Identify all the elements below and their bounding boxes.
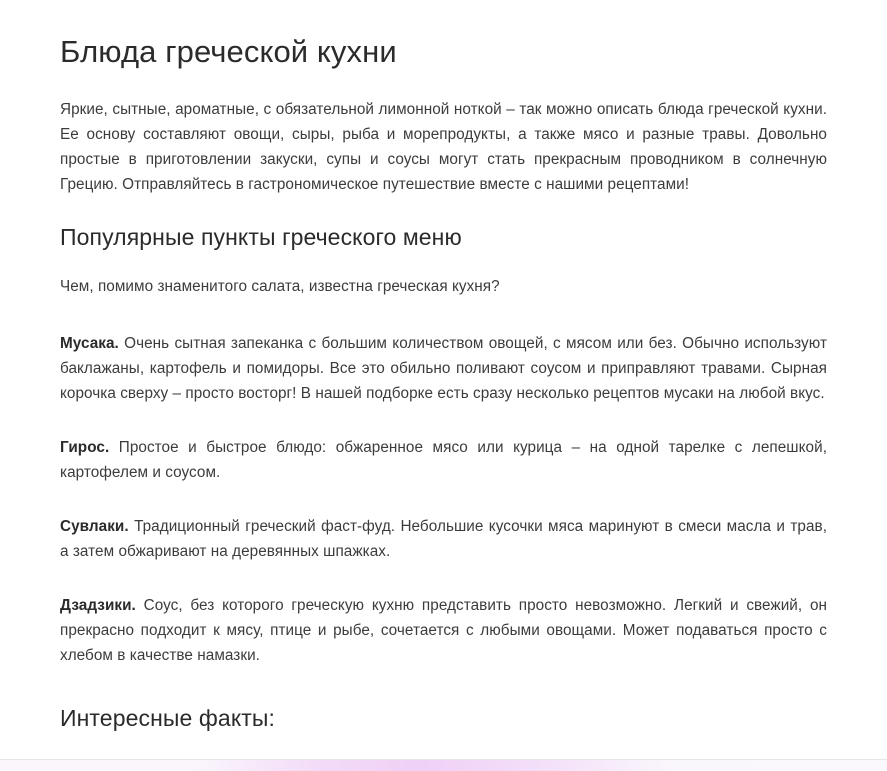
popular-section-heading-wrap — [60, 223, 827, 253]
section-heading-interesting-facts: Интересные факты: — [60, 704, 275, 731]
bottom-accent-glow — [0, 760, 887, 771]
dish-name-musaka: Мусака. — [60, 334, 119, 352]
dish-paragraph-gyros — [60, 435, 827, 485]
dish-paragraph-souvlaki — [60, 514, 827, 564]
dish-description-gyros: Простое и быстрое блюдо: обжаренное мясо или курица – на одной тарелке с лепешкой, картофелем и соусом. — [60, 438, 827, 481]
dish-description-tzatziki: Соус, без которого греческую кухню представить просто невозможно. Легкий и свежий, он прекрасно подходит к мясу, птице и рыбе, сочетается с любыми овощами. Может подаваться просто с хлебом в качестве намазки. — [60, 596, 827, 664]
dish-paragraph-tzatziki — [60, 593, 827, 668]
dish-name-souvlaki: Сувлаки. — [60, 517, 129, 535]
dish-paragraph-musaka — [60, 331, 827, 406]
page-title: Блюда греческой кухни — [60, 34, 397, 69]
intro-question: Чем, помимо знаменитого салата, известна греческая кухня? — [60, 277, 500, 295]
lead-paragraph: Яркие, сытные, ароматные, с обязательной лимонной ноткой – так можно описать блюда греческой кухни. Ее основу составляют овощи, сыры, рыба и морепродукты, а также мясо и разные травы. Довольно простые в приготовлении закуски, супы и соусы могут стать прекрасным проводником в солнечную Грецию. Отправляйтесь в гастрономическое путешествие вместе с нашими рецептами! — [60, 100, 827, 193]
dish-description-musaka: Очень сытная запеканка с большим количеством овощей, с мясом или без. Обычно используют баклажаны, картофель и помидоры. Все это обильно поливают соусом и приправляют травами. Сырная корочка сверху – просто восторг! В нашей подборке есть сразу несколько рецептов мусаки на любой вкус. — [60, 334, 827, 402]
dish-name-tzatziki: Дзадзики. — [60, 596, 136, 614]
dish-name-gyros: Гирос. — [60, 438, 110, 456]
dish-description-souvlaki: Традиционный греческий фаст-фуд. Небольшие кусочки мяса маринуют в смеси масла и трав, а затем обжаривают на деревянных шпажках. — [60, 517, 827, 560]
section-heading-popular-menu: Популярные пункты греческого меню — [60, 223, 462, 250]
facts-section-heading-wrap — [60, 704, 827, 734]
article-content — [60, 0, 827, 734]
